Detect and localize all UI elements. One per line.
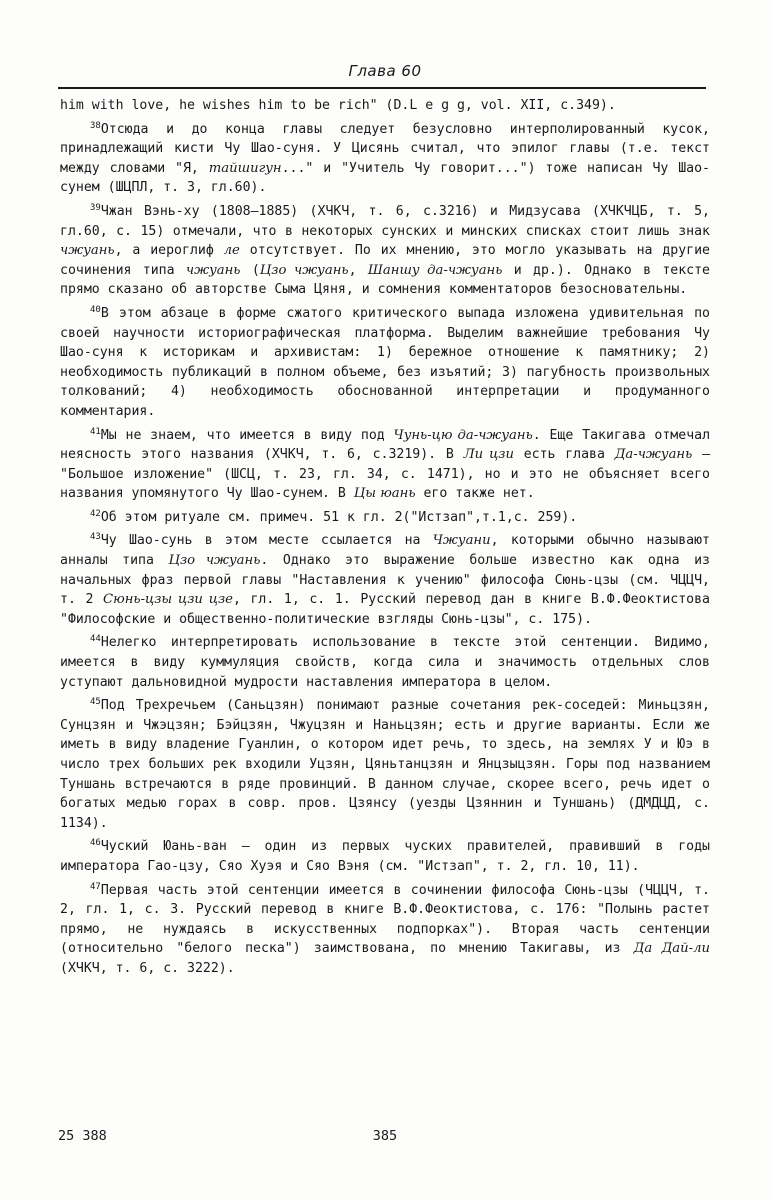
endnote-46 <box>60 837 710 876</box>
note-text: отсутствует. По их мнению, это могло указывать на другие сочинения типа <box>60 243 710 278</box>
italic-title: Сюнь-цзы цзи цзе <box>103 592 233 608</box>
note-text: ( <box>240 262 260 278</box>
italic-title: чжуань <box>185 262 241 278</box>
note-text: Отсюда и до конца главы следует безусловно интерполированный кусок, принадлежащий кисти Чу Шао-суня. У Цисянь считал, что эпилог главы (т.е. текст между словами "Я, <box>60 121 710 176</box>
note-text: . Еще Такигава отмечал неясность этого названия (ХЧКЧ, т. 6, с.3219). В <box>60 427 711 463</box>
note-text: Нелегко интерпретировать использование в тексте этой сентенции. Видимо, имеется в виду куммуляция свойств, когда сила и значимость отдельных слов уступают дальновидной мудрости наставления императора в целом. <box>60 635 710 690</box>
endnote-continuation <box>60 96 710 116</box>
note-text: Чу Шао-сунь в этом месте ссылается на <box>100 533 433 549</box>
italic-title: тайшигун <box>208 160 282 176</box>
endnote-43 <box>60 531 710 629</box>
note-text: Об этом ритуале см. примеч. 51 к гл. 2("Истзап",т.1,с. 259). <box>100 509 578 525</box>
note-text: , а иероглиф <box>114 243 224 259</box>
endnote-45 <box>60 696 710 833</box>
note-text: — "Большое изложение" (ШСЦ, т. 23, гл. 34, с. 1471), но и это не объясняет всего названия упомянутого Чу Шао-сунем. В <box>60 447 711 502</box>
endnote-number: 46 <box>90 838 101 849</box>
endnote-number: 40 <box>90 304 101 315</box>
endnote-number: 45 <box>90 697 101 708</box>
endnote-number: 39 <box>90 202 101 213</box>
italic-title: Да-чжуань <box>614 447 693 463</box>
note-text: его также нет. <box>415 486 535 502</box>
italic-title: Цзо чжуань <box>168 553 261 569</box>
endnote-38 <box>60 120 710 198</box>
endnote-44 <box>60 633 710 692</box>
endnote-42 <box>60 508 710 528</box>
endnote-41 <box>60 426 710 504</box>
running-head: Глава 60 <box>348 62 422 80</box>
italic-title: Шаншу да-чжуань <box>367 262 503 278</box>
note-text: , <box>348 262 368 278</box>
italic-title: Чунь-цю да-чжуань <box>393 427 533 443</box>
endnote-number: 38 <box>90 120 101 131</box>
note-text: Мы не знаем, что имеется в виду под <box>100 427 394 443</box>
note-text: Чжан Вэнь-ху (1808—1885) (ХЧКЧ, т. 6, с.3216) и Мидзусава (ХЧКЧЦБ, т. 5, гл.60, с. 15) отмечали, что в некоторых сунских и минских списках стоит лишь знак <box>60 203 710 239</box>
note-text: (ХЧКЧ, т. 6, с. 3222). <box>60 960 235 976</box>
note-text: Первая часть этой сентенции имеется в сочинении философа Сюнь-цзы (ЧЦЦЧ, т. 2, гл. 1, с. 3. Русский перевод в книге В.Ф.Феоктистова, с. 176: "Полынь растет прямо, не нуждаясь в искусственных подпорках"). Вторая часть сентенции (относительно "белого песка") заимствована, по мнению Такигавы, из <box>60 882 710 957</box>
note-text: him with love, he wishes him to be rich" (D.L e g g, vol. XII, c.349). <box>60 98 616 113</box>
endnote-number: 43 <box>90 532 101 543</box>
italic-title: Цзо чжуань <box>259 262 349 278</box>
italic-title: ле <box>223 243 240 259</box>
italic-title: Ли цзи <box>463 447 514 463</box>
endnote-number: 42 <box>90 508 101 519</box>
printer-signature: 25 388 <box>58 1128 107 1144</box>
note-text: В этом абзаце в форме сжатого критического выпада изложена удивительная по своей научности историографическая платформа. Выделим важнейшие требования Чу Шао-суня к историкам и архивистам: 1) бережное отношение к памятнику; 2) необходимость публикаций в полном объеме, без изъятий; 3) пагубность произвольных толкований; 4) необходимость обоснованной интерпретации и продуманного комментария. <box>60 305 710 419</box>
italic-title: Цы юань <box>353 486 416 502</box>
note-text: ..." и "Учитель Чу говорит...") тоже написан Чу Шао-сунем (ШЦПЛ, т. 3, гл.60). <box>60 160 710 196</box>
italic-title: чжуань <box>60 243 115 259</box>
italic-title: Чжуани <box>432 533 491 549</box>
endnote-number: 44 <box>90 634 101 645</box>
endnote-40 <box>60 304 710 422</box>
note-text: Под Трехречьем (Саньцзян) понимают разные сочетания рек-соседей: Миньцзян, Сунцзян и Чжэцзян; Бэйцзян, Чжуцзян и Наньцзян; есть и другие варианты. Если же иметь в виду владение Гуанлин, о котором идет речь, то здесь, на землях У и Юэ в число трех больших рек входили Уцзян, Цяньтанцзян и Янцзыцзян. Горы под названием Туншань встречаются в ряде провинций. В данном случае, скорее всего, речь идет о богатых медью горах в совр. пров. Цзянсу (уезды Цзяннин и Туншань) (ДМДЦД, с. 1134). <box>60 698 710 831</box>
note-text: . Однако это выражение больше известно как одна из начальных фраз первой главы "Наставления к учению" философа Сюнь-цзы (см. ЧЦЦЧ, т. 2 <box>60 553 711 608</box>
note-text: , которыми обычно называют анналы типа <box>60 533 710 569</box>
note-text: Чуский Юань-ван — один из первых чуских правителей, правивший в годы императора Гао-цзу, Сяо Хуэя и Сяо Вэня (см. "Истзап", т. 2, гл. 10, 11). <box>60 839 710 874</box>
page-number: 385 <box>372 1128 398 1144</box>
notes-body <box>60 96 710 979</box>
header-rule <box>58 87 706 89</box>
endnote-number: 41 <box>90 426 101 437</box>
note-text: и др.). Однако в тексте прямо сказано об авторстве Сыма Цяня, и сомнения комментаторов безосновательны. <box>60 262 710 298</box>
note-text: , гл. 1, с. 1. Русский перевод дан в книге В.Ф.Феоктистова "Философские и общественно-политические взгляды Сюнь-цзы", с. 175). <box>60 592 710 627</box>
endnote-39 <box>60 202 710 300</box>
note-text: есть глава <box>513 447 615 463</box>
endnote-47 <box>60 881 710 979</box>
italic-title: Да Дай-ли <box>633 941 710 957</box>
endnote-number: 47 <box>90 881 101 892</box>
